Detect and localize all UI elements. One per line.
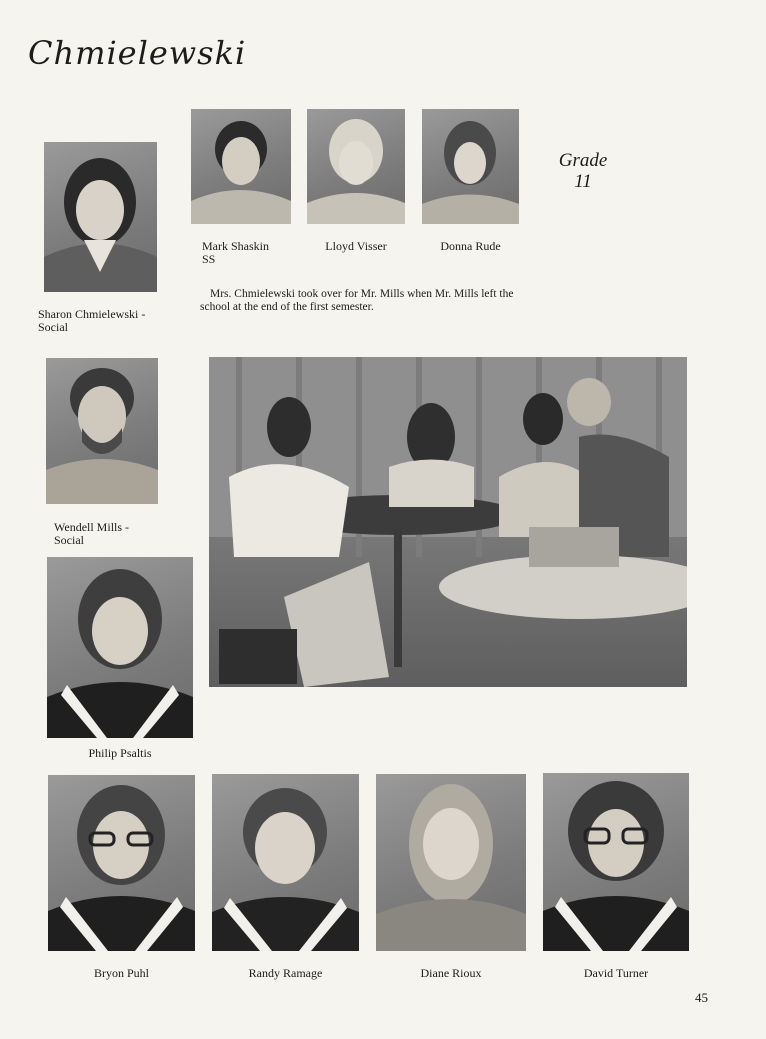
page-note: Mrs. Chmielewski took over for Mr. Mills when Mr. Mills left the school at the end of the first semester. xyxy=(200,288,514,313)
student-photo-puhl xyxy=(48,775,195,951)
student-caption-psaltis: Philip Psaltis xyxy=(88,746,152,760)
student-caption-rioux: Diane Rioux xyxy=(420,966,482,980)
student-caption-rude: Donna Rude xyxy=(440,239,501,253)
student-caption-turner: David Turner xyxy=(583,966,649,980)
student-caption-puhl: Bryon Puhl xyxy=(93,966,149,980)
student-photo-turner xyxy=(543,773,689,951)
student-photo-shaskin xyxy=(191,109,291,224)
student-photo-visser xyxy=(307,109,405,224)
group-classroom-photo xyxy=(209,357,687,687)
teacher-subject: Social xyxy=(38,320,68,334)
teacher-caption-mills xyxy=(54,521,129,547)
teacher-photo-mills xyxy=(46,358,158,504)
student-name: Mark Shaskin xyxy=(202,239,269,253)
student-caption-ramage: Randy Ramage xyxy=(248,966,323,980)
teacher-subject: Social xyxy=(54,533,84,547)
student-caption-shaskin xyxy=(202,240,269,266)
teacher-name: Wendell Mills - xyxy=(54,520,130,534)
student-caption-visser: Lloyd Visser xyxy=(325,239,387,253)
teacher-caption-chmielewski xyxy=(38,308,145,334)
grade-word: Grade xyxy=(558,150,608,171)
grade-label xyxy=(548,150,618,192)
student-photo-rioux xyxy=(376,774,526,951)
student-photo-ramage xyxy=(212,774,359,951)
teacher-photo-chmielewski xyxy=(44,142,157,292)
teacher-name: Sharon Chmielewski - xyxy=(38,307,146,321)
page-number: 45 xyxy=(695,990,708,1005)
student-subtitle: SS xyxy=(202,252,216,266)
student-photo-psaltis xyxy=(47,557,193,738)
page-title: Chmielewski xyxy=(28,34,247,72)
grade-number: 11 xyxy=(574,171,592,192)
student-photo-rude xyxy=(422,109,519,224)
